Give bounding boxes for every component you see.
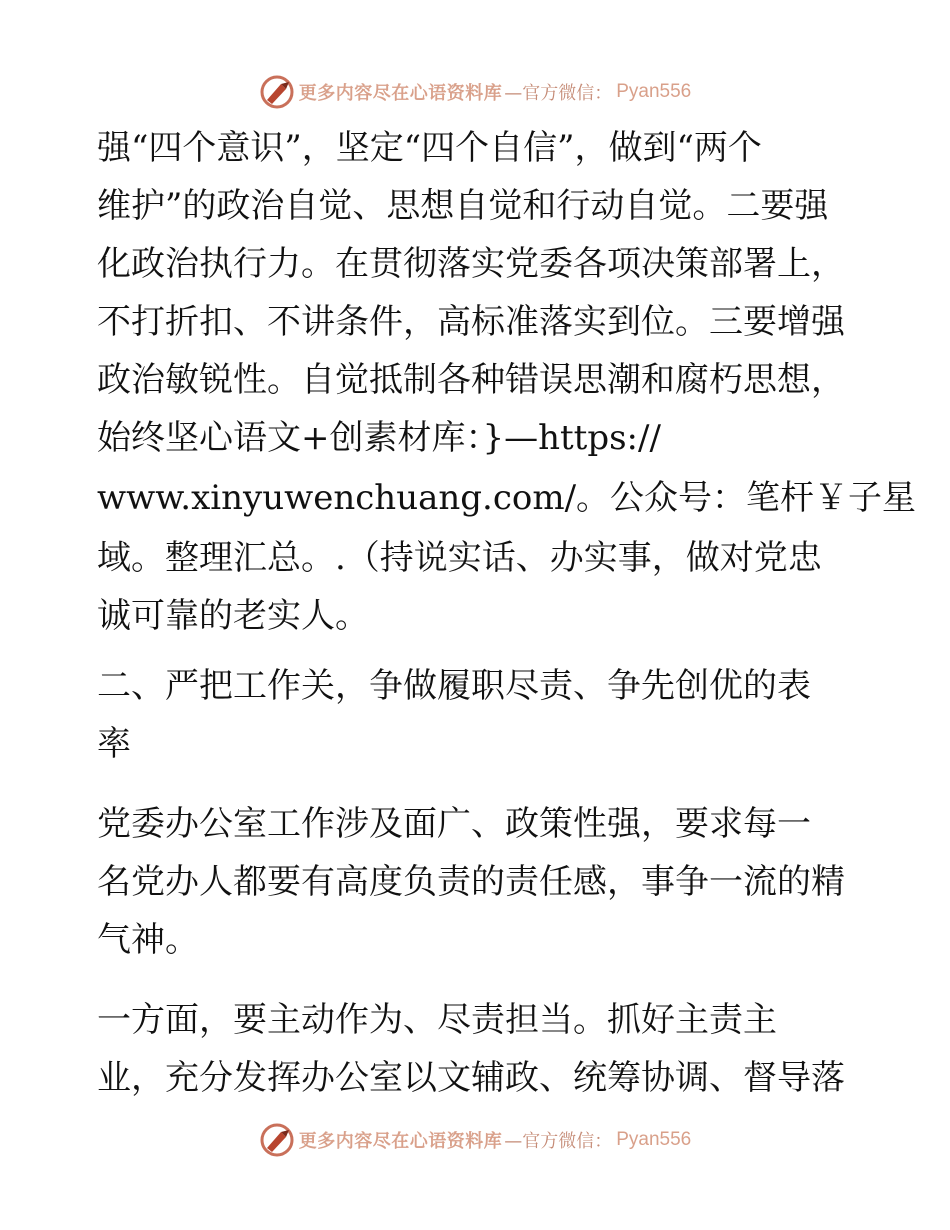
watermark-header <box>0 72 950 112</box>
watermark-wechat-id: Pyan556 <box>616 1129 692 1150</box>
body-line: 维护”的政治自觉、思想自觉和行动自觉。二要强 <box>97 186 829 226</box>
body-line: 域。整理汇总。.（持说实话、办实事，做对党忠 <box>97 538 822 578</box>
body-line: 不打折扣、不讲条件，高标准落实到位。三要增强 <box>97 302 845 342</box>
body-line: 政治敏锐性。自觉抵制各种错误思潮和腐朽思想， <box>97 360 845 400</box>
watermark-separator: —官方微信： <box>504 83 613 104</box>
body-line: 一方面，要主动作为、尽责担当。抓好主责主 <box>97 1000 777 1040</box>
body-line: 诚可靠的老实人。 <box>97 596 369 636</box>
section-heading: 率 <box>97 724 131 764</box>
section-heading: 二、严把工作关，争做履职尽责、争先创优的表 <box>97 666 811 706</box>
watermark-separator: —官方微信： <box>504 1131 613 1152</box>
pen-logo-icon <box>259 74 295 110</box>
body-line: 党委办公室工作涉及面广、政策性强，要求每一 <box>97 804 811 844</box>
pen-logo-icon <box>259 1122 295 1158</box>
watermark-text: 更多内容尽在心语资料库 <box>298 1131 503 1152</box>
body-line: 始终坚心语文+创素材库：}—https:// <box>97 418 661 458</box>
watermark-wechat-id: Pyan556 <box>616 81 692 102</box>
watermark-text: 更多内容尽在心语资料库 <box>298 83 503 104</box>
body-line: 名党办人都要有高度负责的责任感，事争一流的精 <box>97 862 845 902</box>
body-line: 业，充分发挥办公室以文辅政、统筹协调、督导落 <box>97 1058 845 1098</box>
body-line: 气神。 <box>97 920 199 960</box>
body-line: www.xinyuwenchuang.com/。公众号：笔杆￥子星 <box>97 478 917 518</box>
body-line: 化政治执行力。在贯彻落实党委各项决策部署上， <box>97 244 845 284</box>
watermark-footer <box>0 1120 950 1160</box>
body-line: 强“四个意识”，坚定“四个自信”，做到“两个 <box>97 128 762 168</box>
